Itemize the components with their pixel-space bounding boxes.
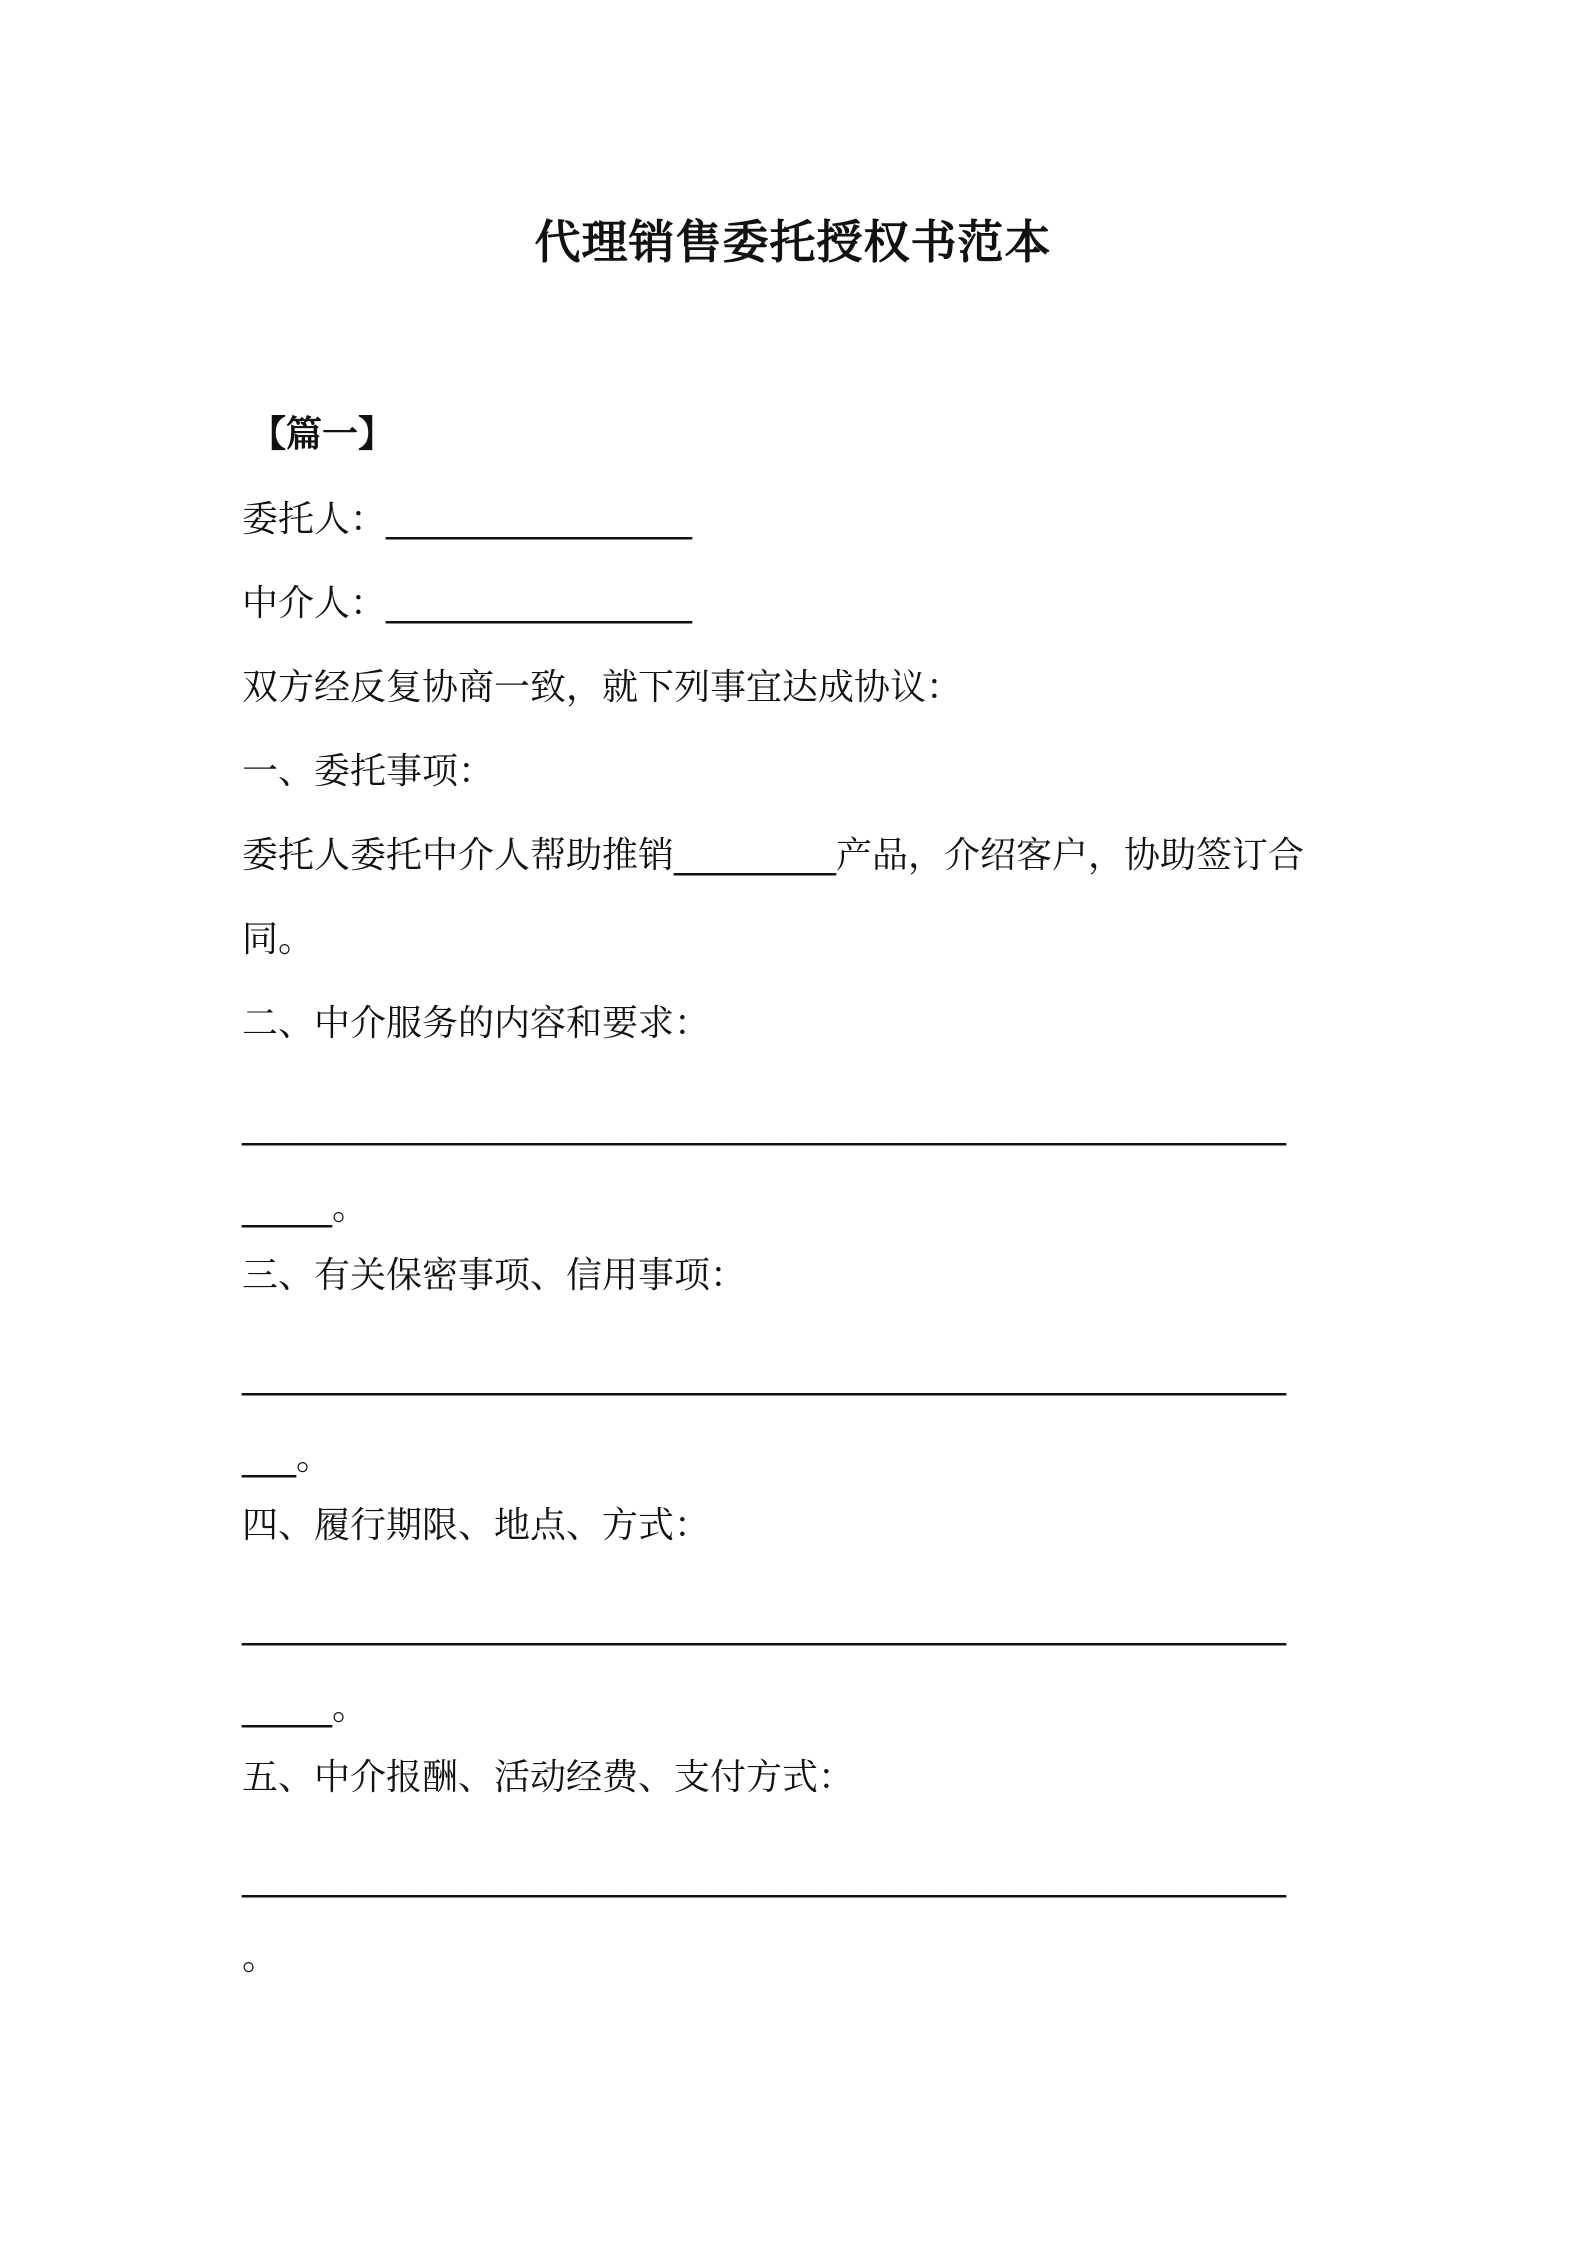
intermediary-line: 中介人：_________________ [242, 583, 693, 624]
clause-5-blank: __________________________________________________________ [242, 1857, 1286, 1898]
principal-line: 委托人：_________________ [242, 499, 693, 540]
section-tag: 【篇一】 [250, 414, 395, 455]
clause-1-text-cont: 同。 [242, 919, 315, 960]
clause-5-blank-end: 。 [242, 1937, 279, 1978]
clause-4-blank-end: _____。 [242, 1687, 369, 1728]
clause-3-blank-end: ___。 [242, 1437, 333, 1478]
clause-2-heading: 二、中介服务的内容和要求： [242, 1003, 711, 1044]
agreement-intro: 双方经反复协商一致，就下列事宜达成协议： [242, 667, 963, 708]
clause-1-text: 委托人委托中介人帮助推销_________产品，介绍客户，协助签订合 [242, 835, 1305, 876]
document-title: 代理销售委托授权书范本 [534, 215, 1052, 269]
clause-2-blank-end: _____。 [242, 1187, 369, 1228]
clause-5-heading: 五、中介报酬、活动经费、支付方式： [242, 1757, 855, 1798]
clause-3-heading: 三、有关保密事项、信用事项： [242, 1255, 747, 1296]
clause-1-heading: 一、委托事项： [242, 751, 495, 792]
clause-4-heading: 四、履行期限、地点、方式： [242, 1505, 711, 1546]
clause-4-blank: __________________________________________________________ [242, 1605, 1286, 1646]
clause-3-blank: __________________________________________________________ [242, 1355, 1286, 1396]
clause-2-blank: __________________________________________________________ [242, 1105, 1286, 1146]
